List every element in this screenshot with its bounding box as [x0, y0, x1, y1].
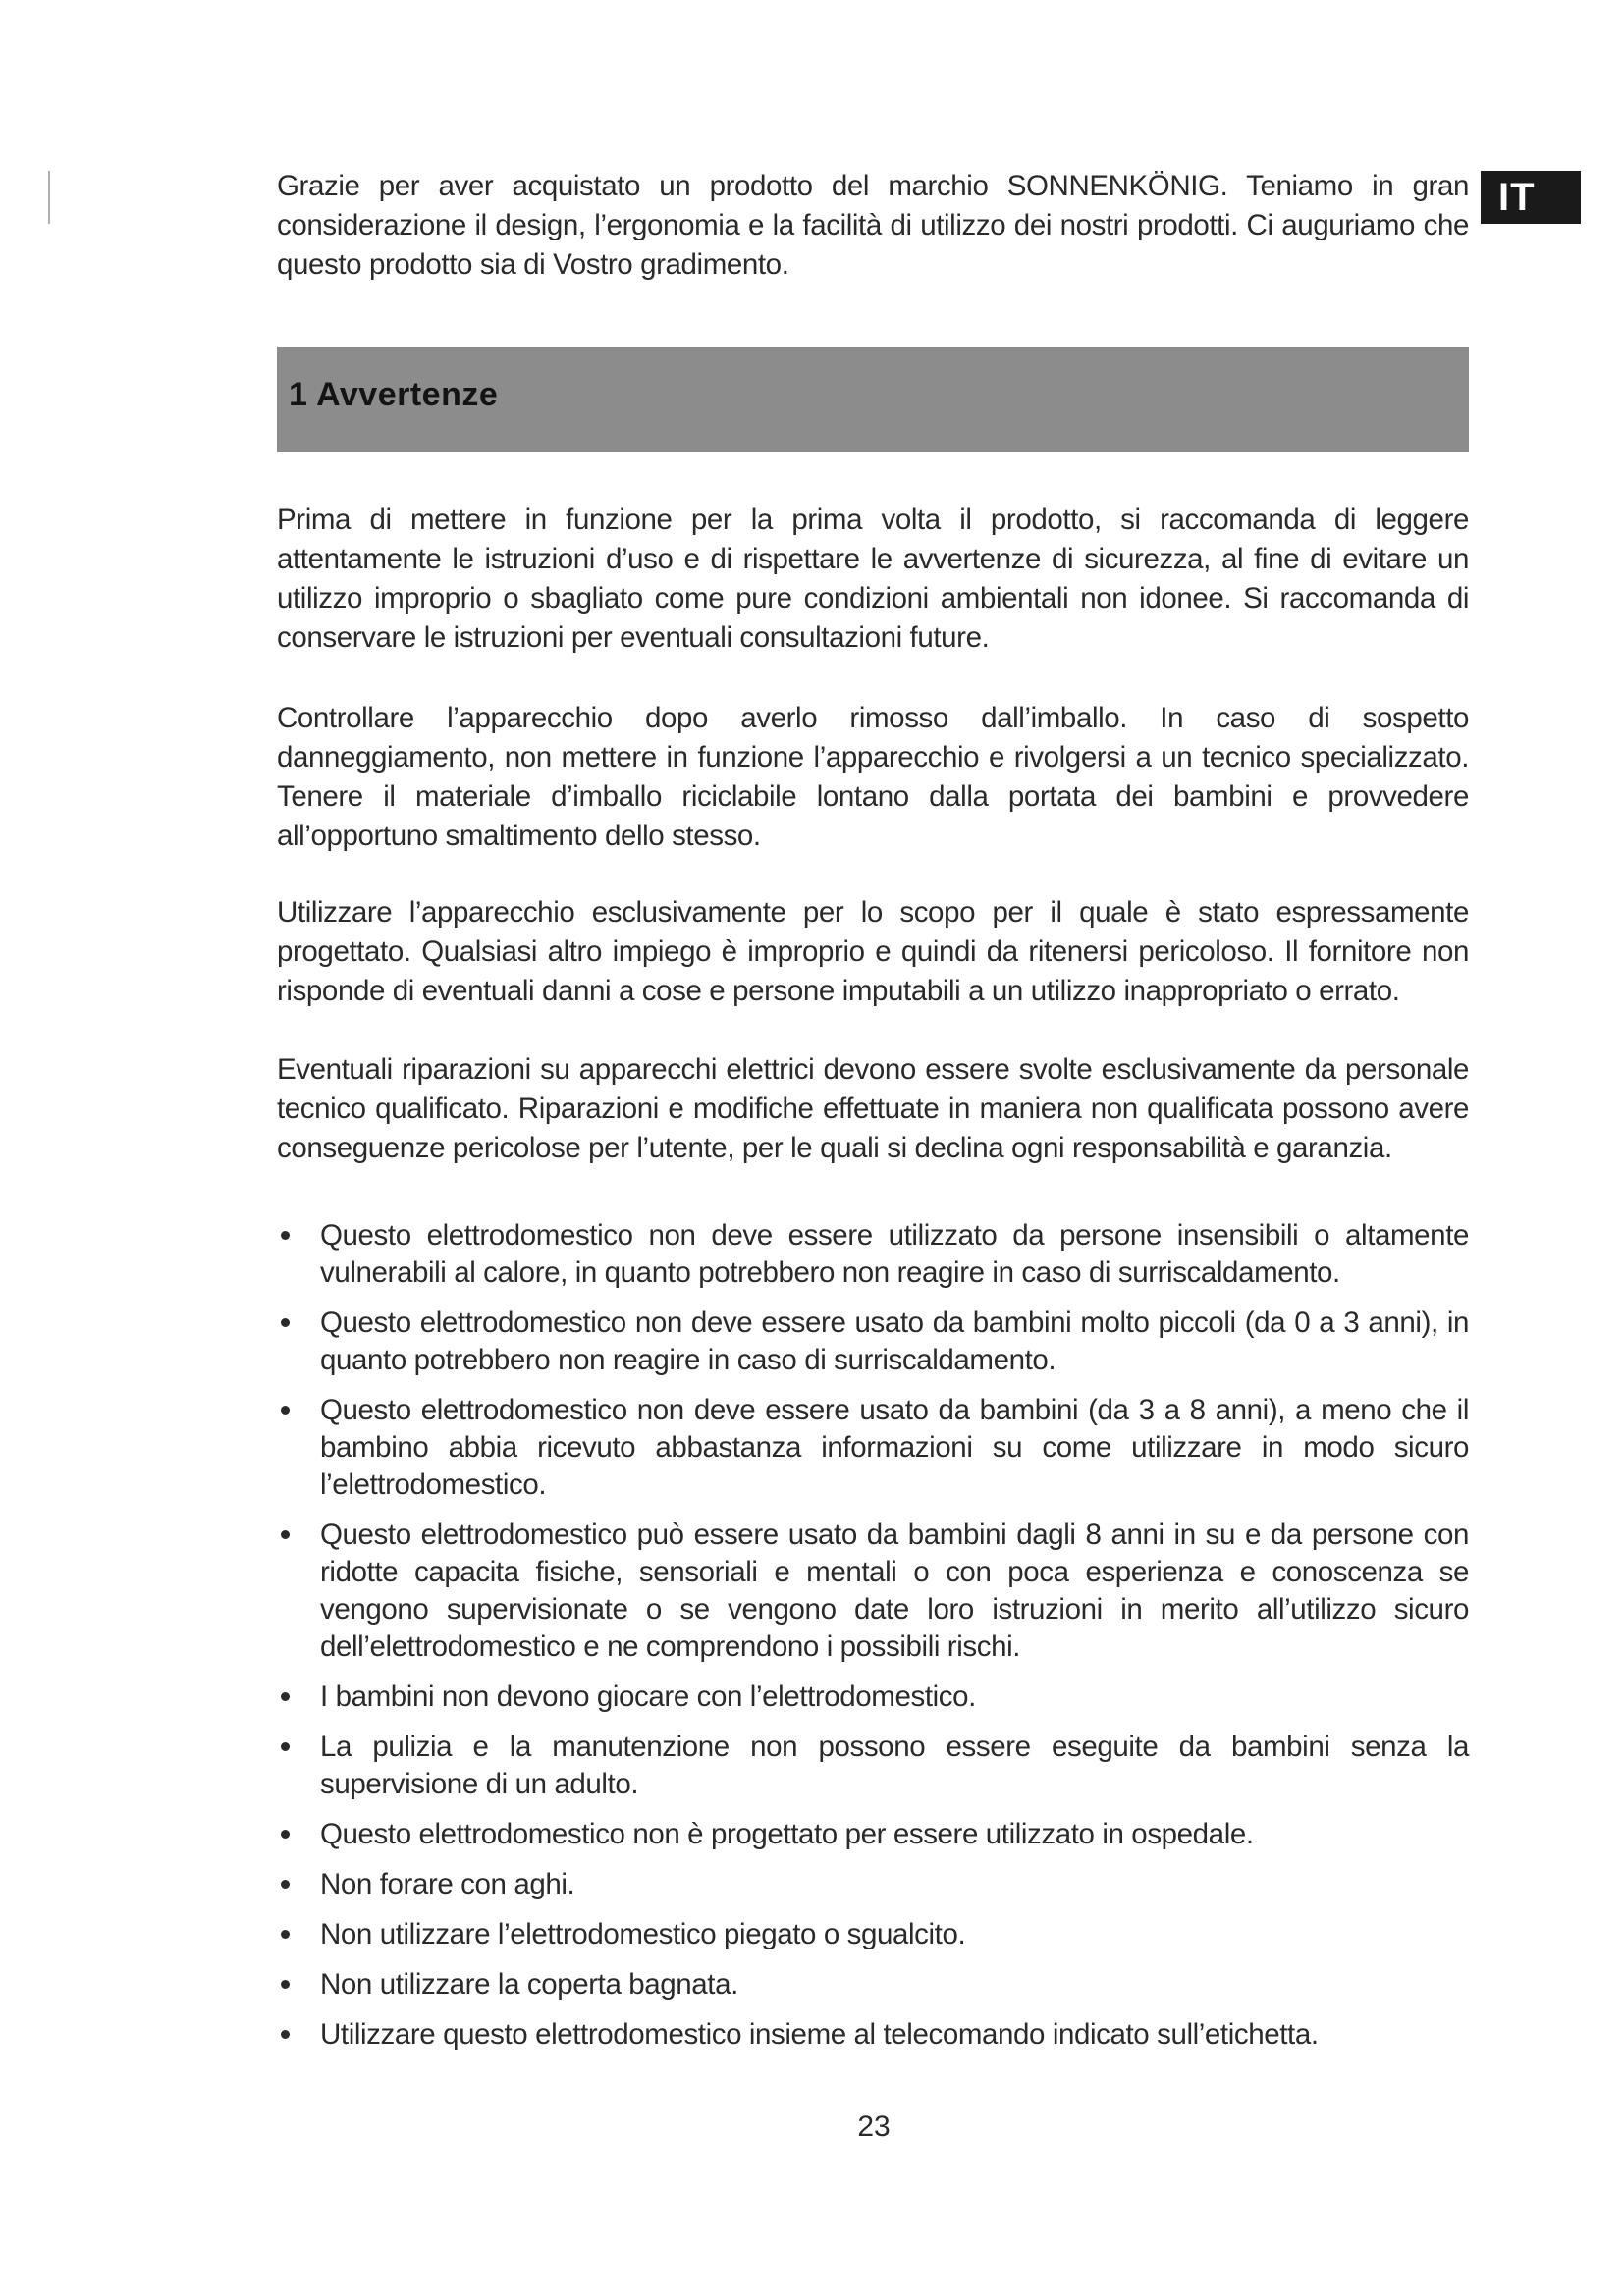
intro-paragraph: Grazie per aver acquistato un prodotto del marchio SONNENKÖNIG. Teniamo in gran considerazione il design, l’ergonomia e la facilità di utilizzo dei nostri prodotti. Ci auguriamo che questo prodotto sia di Vostro gradimento. [277, 170, 1469, 281]
warning-item: Non forare con aghi. [277, 1866, 1469, 1903]
section-title: 1 Avvertenze [289, 376, 499, 413]
warning-item: La pulizia e la manutenzione non possono essere eseguite da bambini senza la supervisione di un adulto. [277, 1729, 1469, 1803]
warning-item: Non utilizzare la coperta bagnata. [277, 1966, 1469, 2003]
warning-item: Questo elettrodomestico può essere usato da bambini dagli 8 anni in su e da persone con ridotte capacita fisiche, sensoriali e mentali o con poca esperienza e conoscenza se vengono supervisionate o se vengono date loro istruzioni in merito all’utilizzo sicuro dell’elettrodomestico e ne comprendono i possibili rischi. [277, 1517, 1469, 1666]
warning-item: I bambini non devono giocare con l’elettrodomestico. [277, 1679, 1469, 1716]
warning-item: Non utilizzare l’elettrodomestico piegato o sgualcito. [277, 1916, 1469, 1953]
warning-item: Questo elettrodomestico non deve essere utilizzato da persone insensibili o altamente vulnerabili al calore, in quanto potrebbero non reagire in caso di surriscaldamento. [277, 1217, 1469, 1292]
warning-item: Questo elettrodomestico non è progettato per essere utilizzato in ospedale. [277, 1816, 1469, 1853]
warning-item: Questo elettrodomestico non deve essere usato da bambini molto piccoli (da 0 a 3 anni), in quanto potrebbero non reagire in caso di surriscaldamento. [277, 1305, 1469, 1379]
language-tab: IT [1481, 171, 1581, 224]
margin-mark [48, 171, 50, 224]
section-header [277, 347, 1469, 452]
warning-item: Questo elettrodomestico non deve essere usato da bambini (da 3 a 8 anni), a meno che il bambino abbia ricevuto abbastanza informazioni su come utilizzare in modo sicuro l’elettrodomestico. [277, 1392, 1469, 1504]
body-paragraph: Prima di mettere in funzione per la prima volta il prodotto, si raccomanda di leggere attentamente le istruzioni d’uso e di rispettare le avvertenze di sicurezza, al fine di evitare un utilizzo improprio o sbagliato come pure condizioni ambientali non idonee. Si raccomanda di conservare le istruzioni per eventuali consultazioni future. [277, 504, 1469, 654]
warning-item: Utilizzare questo elettrodomestico insieme al telecomando indicato sull’etichetta. [277, 2016, 1469, 2054]
body-paragraph: Eventuali riparazioni su apparecchi elettrici devono essere svolte esclusivamente da personale tecnico qualificato. Riparazioni e modifiche effettuate in maniera non qualificata possono avere conseguenze pericolose per l’utente, per le quali si declina ogni responsabilità e garanzia. [277, 1053, 1469, 1164]
warning-list [277, 1217, 1469, 2066]
page-number: 23 [857, 2110, 891, 2143]
body-paragraph: Controllare l’apparecchio dopo averlo rimosso dall’imballo. In caso di sospetto danneggiamento, non mettere in funzione l’apparecchio e rivolgersi a un tecnico specializzato. Tenere il materiale d’imballo riciclabile lontano dalla portata dei bambini e provvedere all’opportuno smaltimento dello stesso. [277, 702, 1469, 852]
body-paragraph: Utilizzare l’apparecchio esclusivamente per lo scopo per il quale è stato espressamente progettato. Qualsiasi altro impiego è improprio e quindi da ritenersi pericoloso. Il fornitore non risponde di eventuali danni a cose e persone imputabili a un utilizzo inappropriato o errato. [277, 896, 1469, 1007]
